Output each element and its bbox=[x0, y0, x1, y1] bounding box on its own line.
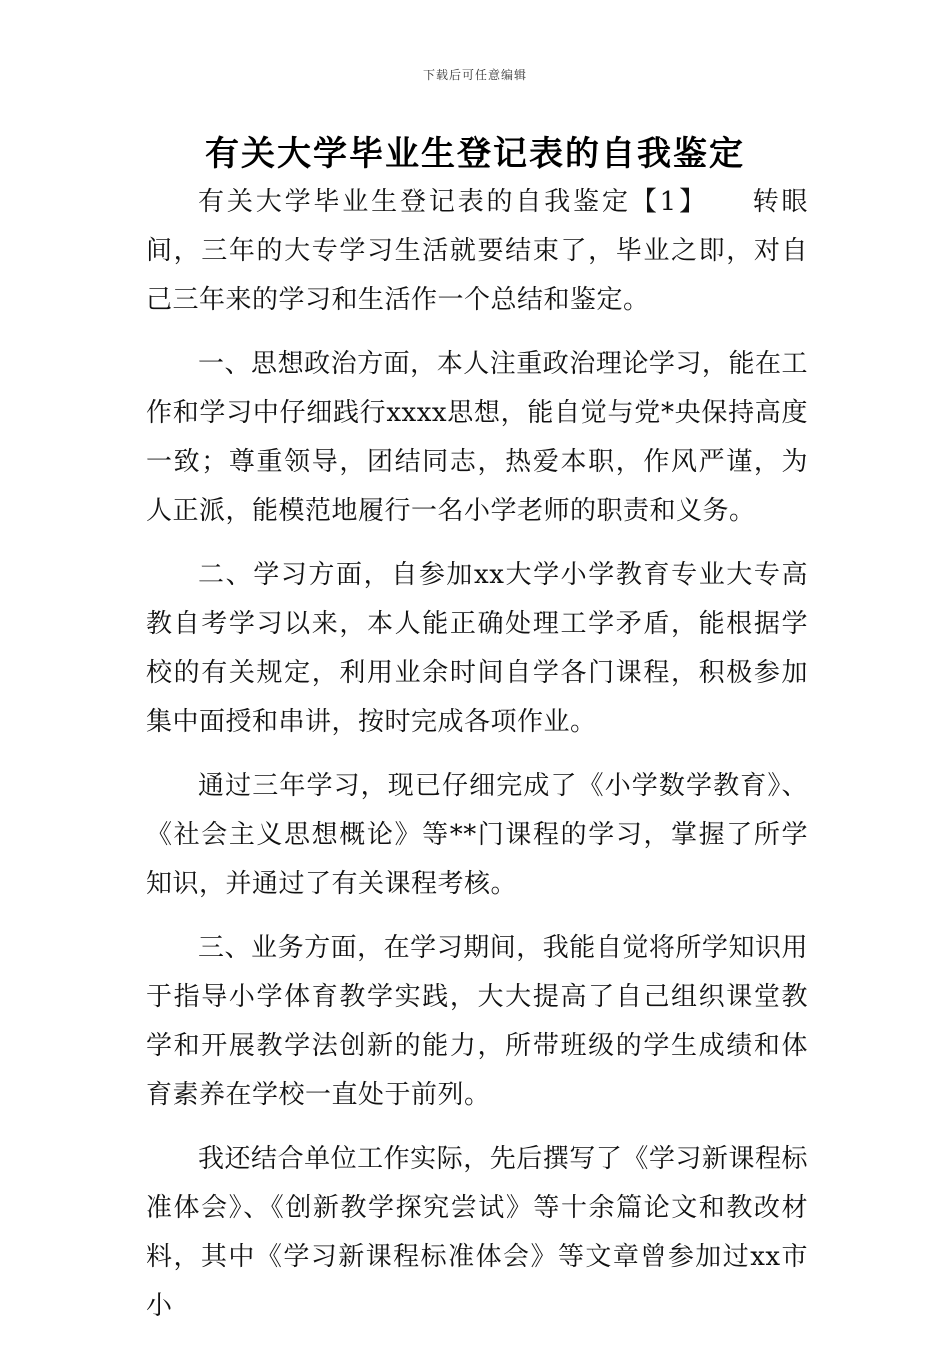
paragraph-1: 有关大学毕业生登记表的自我鉴定【1】 转眼间，三年的大专学习生活就要结束了，毕业之即，对自己三年来的学习和生活作一个总结和鉴定。 bbox=[146, 187, 808, 315]
header-note: 下载后可任意编辑 bbox=[422, 68, 527, 82]
document-body bbox=[146, 178, 808, 1346]
paragraph-6: 我还结合单位工作实际，先后撰写了《学习新课程标准体会》、《创新教学探究尝试》等十余篇论文和教改材料，其中《学习新课程标准体会》等文章曾参加过xx市小 bbox=[146, 1144, 808, 1321]
document-title: 有关大学毕业生登记表的自我鉴定 bbox=[205, 134, 745, 174]
paragraph-3: 二、学习方面，自参加xx大学小学教育专业大专高教自考学习以来，本人能正确处理工学矛盾，能根据学校的有关规定，利用业余时间自学各门课程，积极参加集中面授和串讲，按时完成各项作业。 bbox=[146, 560, 808, 737]
paragraph-2: 一、思想政治方面，本人注重政治理论学习，能在工作和学习中仔细践行xxxx思想，能自觉与党*央保持高度一致；尊重领导，团结同志，热爱本职，作风严谨，为人正派，能模范地履行一名小学老师的职责和义务。 bbox=[146, 349, 808, 526]
paragraph-4: 通过三年学习，现已仔细完成了《小学数学教育》、《社会主义思想概论》等**门课程的学习，掌握了所学知识，并通过了有关课程考核。 bbox=[146, 771, 808, 899]
paragraph-5: 三、业务方面，在学习期间，我能自觉将所学知识用于指导小学体育教学实践，大大提高了自己组织课堂教学和开展教学法创新的能力，所带班级的学生成绩和体育素养在学校一直处于前列。 bbox=[146, 933, 808, 1110]
